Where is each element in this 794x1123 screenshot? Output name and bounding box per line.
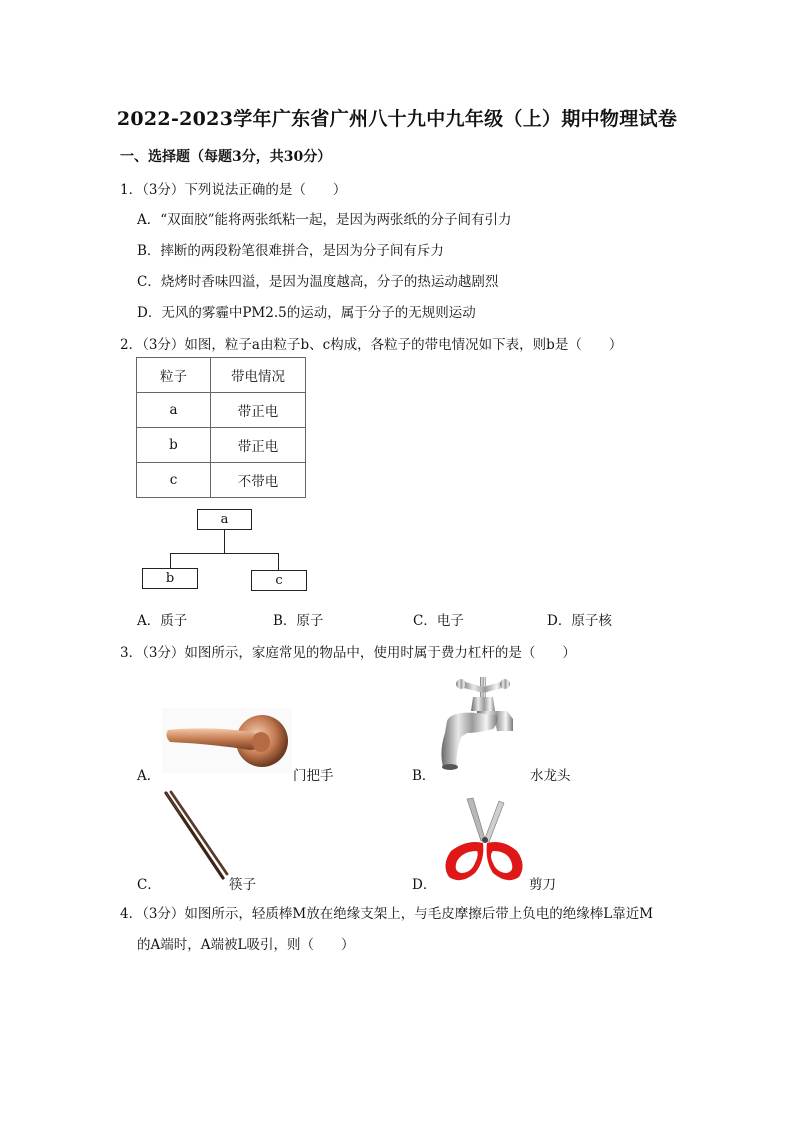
exam-title: 2022-2023学年广东省广州八十九中九年级（上）期中物理试卷 bbox=[116, 108, 678, 130]
question-2-option-c[interactable]: C．电子 bbox=[413, 613, 464, 629]
question-3-option-d-caption: 剪刀 bbox=[529, 877, 556, 893]
table-header: 带电情况 bbox=[211, 358, 306, 393]
diagram-connector bbox=[278, 553, 279, 570]
table-cell: c bbox=[137, 463, 211, 498]
diagram-connector bbox=[170, 553, 279, 554]
diagram-connector bbox=[170, 553, 171, 568]
faucet-icon bbox=[437, 671, 529, 774]
charge-table bbox=[136, 357, 306, 498]
question-1-option-c[interactable]: C．烧烤时香味四溢，是因为温度越高，分子的热运动越剧烈 bbox=[137, 274, 499, 290]
question-4-stem-line-2: 的A端时，A端被L吸引，则（ ） bbox=[137, 937, 355, 953]
scissors-icon bbox=[437, 795, 528, 885]
table-header: 粒子 bbox=[137, 358, 211, 393]
question-3-stem: 3．（3分）如图所示，家庭常见的物品中，使用时属于费力杠杆的是（ ） bbox=[120, 645, 576, 661]
question-1-option-a[interactable]: A．“双面胶”能将两张纸粘一起，是因为两张纸的分子间有引力 bbox=[137, 212, 512, 228]
question-3-option-a-letter[interactable]: A． bbox=[137, 768, 161, 784]
question-1-stem: 1．（3分）下列说法正确的是（ ） bbox=[120, 182, 347, 198]
diagram-connector bbox=[224, 530, 225, 553]
table-cell: 带正电 bbox=[211, 393, 306, 428]
question-1-option-d[interactable]: D．无风的雾霾中PM2.5的运动，属于分子的无规则运动 bbox=[137, 305, 476, 321]
question-3-option-b-letter[interactable]: B． bbox=[412, 768, 436, 784]
table-row bbox=[137, 393, 306, 428]
table-cell: a bbox=[137, 393, 211, 428]
question-3-option-d-letter[interactable]: D． bbox=[412, 877, 437, 893]
question-3-option-a-caption: 门把手 bbox=[293, 768, 334, 784]
question-3-option-c-caption: 筷子 bbox=[229, 877, 256, 893]
table-cell: 不带电 bbox=[211, 463, 306, 498]
question-2-option-a[interactable]: A．质子 bbox=[137, 613, 188, 629]
question-2-option-d[interactable]: D．原子核 bbox=[547, 613, 612, 629]
table-cell: b bbox=[137, 428, 211, 463]
question-2-option-b[interactable]: B．原子 bbox=[273, 613, 324, 629]
question-1-option-b[interactable]: B．摔断的两段粉笔很难拼合，是因为分子间有斥力 bbox=[137, 243, 444, 259]
section-heading-choice: 一、选择题（每题3分，共30分） bbox=[120, 149, 332, 165]
particle-box-b: b bbox=[142, 568, 198, 589]
particle-box-c: c bbox=[251, 570, 307, 591]
table-header-row bbox=[137, 358, 306, 393]
table-cell: 带正电 bbox=[211, 428, 306, 463]
table-row bbox=[137, 428, 306, 463]
door-handle-icon bbox=[162, 708, 292, 773]
particle-box-a: a bbox=[197, 509, 252, 530]
table-row bbox=[137, 463, 306, 498]
question-4-stem-line-1: 4．（3分）如图所示，轻质棒M放在绝缘支架上，与毛皮摩擦后带上负电的绝缘棒L靠近M bbox=[120, 906, 654, 922]
chopsticks-icon bbox=[163, 790, 229, 882]
question-2-stem: 2．（3分）如图，粒子a由粒子b、c构成，各粒子的带电情况如下表，则b是（ ） bbox=[120, 337, 623, 353]
question-3-option-b-caption: 水龙头 bbox=[530, 768, 571, 784]
question-3-option-c-letter[interactable]: C． bbox=[137, 877, 161, 893]
